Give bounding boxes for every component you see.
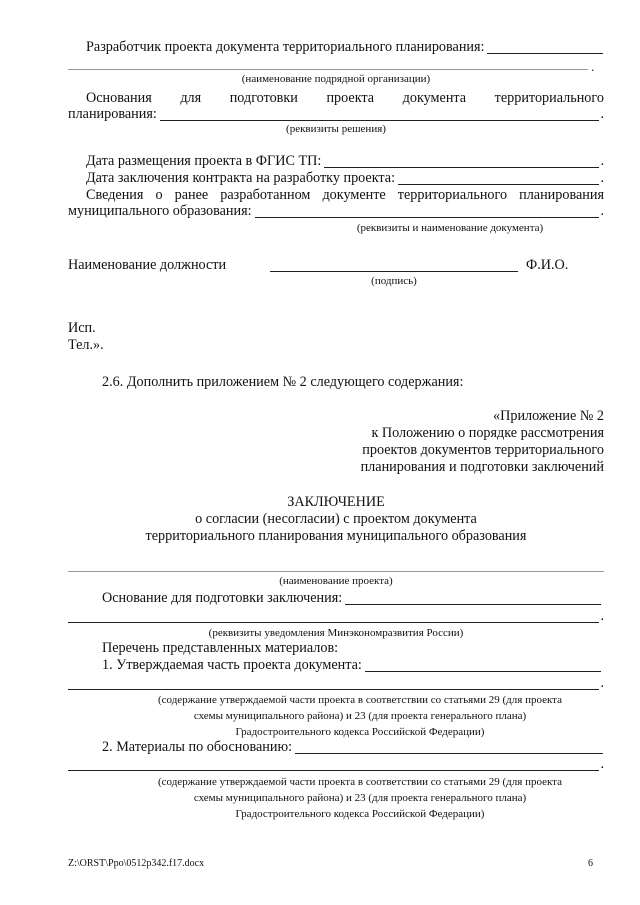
contract-blank[interactable]: [398, 171, 599, 185]
developer-label: Разработчик проекта документа территориального планирования:: [86, 39, 485, 55]
item2-caption: схемы муниципального района) и 23 (для проекта генерального плана): [193, 792, 527, 804]
item1-caption: схемы муниципального района) и 23 (для проекта генерального плана): [193, 710, 527, 722]
item2-caption: Градостроительного кодекса Российской Федерации): [235, 808, 485, 820]
item2-label: 2. Материалы по обоснованию:: [102, 739, 293, 755]
basis-caption: (реквизиты уведомления Минэкономразвития России): [208, 627, 464, 639]
previous-line: [86, 187, 604, 204]
basis-blank[interactable]: [345, 591, 601, 605]
contract-line: Дата заключения контракта на разработку проекта: .: [86, 170, 604, 186]
grounds-line: [86, 90, 604, 107]
section-2-6: 2.6. Дополнить приложением № 2 следующего содержания:: [102, 374, 464, 390]
appendix-line: проектов документов территориального: [362, 442, 604, 458]
item1-blank-2[interactable]: [68, 676, 599, 690]
materials-list: Перечень представленных материалов:: [102, 640, 339, 656]
basis-line-2: .: [68, 608, 604, 625]
previous-blank[interactable]: [255, 204, 600, 218]
previous-word: территориального: [397, 187, 508, 203]
previous-word: Сведения: [86, 187, 144, 203]
appendix-line: «Приложение № 2: [493, 408, 604, 424]
conclusion-subtitle: территориального планирования муниципального образования: [145, 528, 527, 544]
item2-blank-2[interactable]: [68, 757, 599, 771]
item1-label: 1. Утверждаемая часть проекта документа:: [102, 657, 362, 673]
divider-developer: [68, 69, 588, 70]
fgis-blank[interactable]: [324, 154, 599, 168]
item2-line: [102, 739, 604, 756]
previous-word: документе: [322, 187, 386, 203]
basis-line: [102, 590, 602, 607]
basis-label: Основание для подготовки заключения:: [102, 590, 343, 606]
signature-blank[interactable]: [270, 271, 518, 272]
appendix-line: планирования и подготовки заключений: [360, 459, 604, 475]
item1-line: [102, 657, 602, 674]
conclusion-title: ЗАКЛЮЧЕНИЕ: [287, 494, 385, 510]
signature-caption: (подпись): [371, 275, 417, 287]
grounds-word: территориального: [494, 90, 604, 106]
item1-line-2: .: [68, 675, 604, 692]
previous-word: разработанном: [220, 187, 311, 203]
grounds-word: подготовки: [229, 90, 298, 106]
previous-word: о: [155, 187, 163, 203]
developer-blank[interactable]: [487, 40, 603, 54]
grounds-word: документа: [402, 90, 467, 106]
phone: Тел.».: [68, 337, 104, 353]
executor: Исп.: [68, 320, 96, 336]
item1-caption: Градостроительного кодекса Российской Федерации): [235, 726, 485, 738]
project-name-line[interactable]: [68, 571, 604, 572]
item1-blank[interactable]: [365, 658, 601, 672]
previous-word: планирования: [519, 187, 604, 203]
position-title: Наименование должности: [68, 257, 227, 273]
grounds-word: проекта: [326, 90, 375, 106]
item2-line-2: .: [68, 756, 604, 773]
previous-caption: (реквизиты и наименование документа): [356, 222, 544, 234]
previous-line-2: муниципального образования: .: [68, 203, 604, 219]
full-name: Ф.И.О.: [526, 257, 569, 273]
page-number: 6: [588, 858, 593, 869]
item1-caption: (содержание утверждаемой части проекта в соответствии со статьями 29 (для проекта: [157, 694, 562, 706]
developer-line: [86, 39, 604, 56]
previous-word: ранее: [174, 187, 209, 203]
conclusion-subtitle: о согласии (несогласии) с проектом документа: [195, 511, 477, 527]
grounds-label: планирования:: [68, 106, 157, 122]
project-name-caption: (наименование проекта): [279, 575, 393, 587]
grounds-line-2: планирования: .: [68, 106, 604, 122]
previous-label: муниципального образования:: [68, 203, 252, 219]
footer-path: Z:\ORST\Ppo\0512p342.f17.docx: [68, 858, 205, 869]
grounds-word: Основания: [86, 90, 152, 106]
appendix-line: к Положению о порядке рассмотрения: [371, 425, 604, 441]
item2-caption: (содержание утверждаемой части проекта в соответствии со статьями 29 (для проекта: [157, 776, 562, 788]
contract-label: Дата заключения контракта на разработку проекта:: [86, 170, 396, 186]
basis-blank-2[interactable]: [68, 609, 599, 623]
grounds-blank[interactable]: [160, 107, 600, 121]
fgis-label: Дата размещения проекта в ФГИС ТП:: [86, 153, 322, 169]
developer-caption: (наименование подрядной организации): [241, 73, 431, 85]
item2-blank[interactable]: [295, 740, 603, 754]
grounds-caption: (реквизиты решения): [286, 123, 386, 135]
fgis-line: Дата размещения проекта в ФГИС ТП: .: [86, 153, 604, 169]
grounds-word: для: [180, 90, 202, 106]
period: .: [591, 59, 595, 74]
